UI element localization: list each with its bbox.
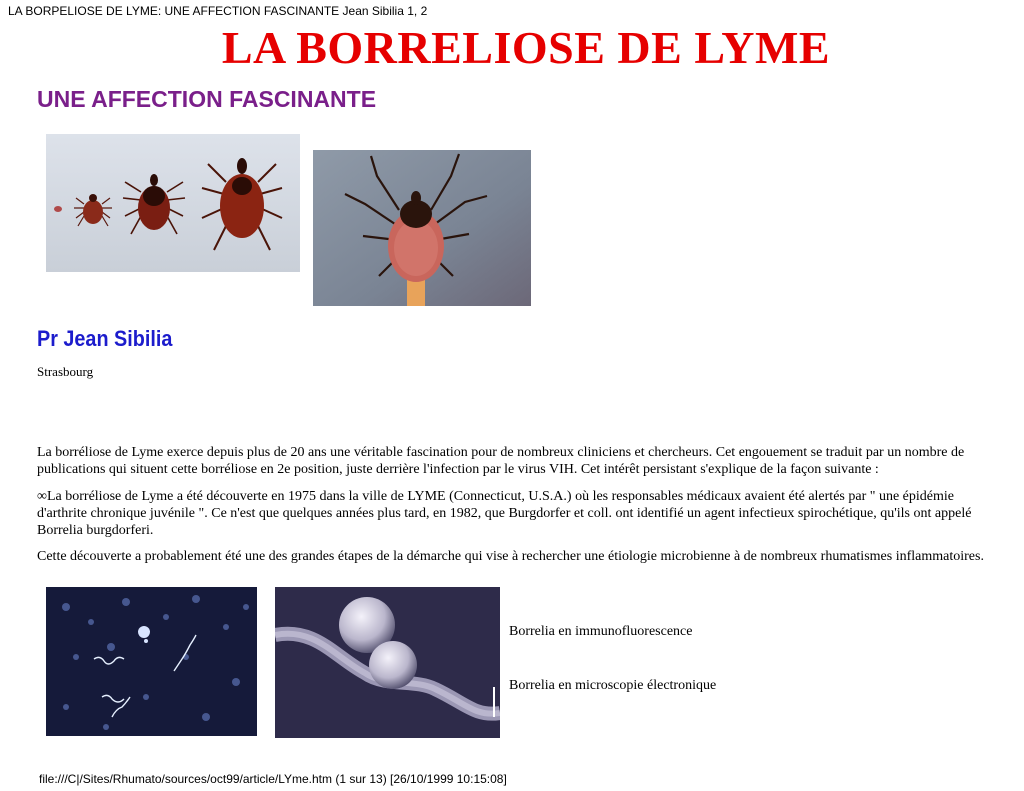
- page-footer: file:///C|/Sites/Rhumato/sources/oct99/article/LYme.htm (1 sur 13) [26/10/1999 10:15:08]: [39, 772, 507, 786]
- caption-immunofluorescence: Borrelia en immunofluorescence: [509, 624, 693, 639]
- tick-on-stick-photo: [313, 150, 531, 306]
- author-city: Strasbourg: [37, 364, 94, 379]
- page-subtitle: UNE AFFECTION FASCINANTE: [37, 86, 377, 112]
- paragraph-significance: Cette découverte a probablement été une des grandes étapes de la démarche qui vise à rechercher une étiologie microbienne à de nombreux rhumatismes inflammatoires.: [37, 549, 984, 564]
- paragraph-discovery: ∞La borréliose de Lyme a été découverte en 1975 dans la ville de LYME (Connecticut, U.S.A.) où les responsables médicaux avaient été alertés par " une épidémie d'arthrite chronique juvénile ". Ce n'est que quelques années plus tard, en 1982, que Burgdorfer et coll. ont identifié un agent infectieux spirochétique, qu'ils ont appelé Borrelia burgdorferi.: [37, 489, 972, 538]
- paragraph-intro: La borréliose de Lyme exerce depuis plus de 20 ans une véritable fascination pour de nombreux cliniciens et chercheurs. Cet engouement se traduit par un nombre de publications qui situent cette borréliose en 2e position, juste derrière l'infection par le virus VIH. Cet intérêt persistant s'explique de la façon suivante :: [37, 445, 965, 477]
- page-header: LA BORPELIOSE DE LYME: UNE AFFECTION FASCINANTE Jean Sibilia 1, 2: [8, 4, 428, 18]
- caption-electron-microscopy: Borrelia en microscopie électronique: [509, 678, 717, 693]
- page-title: LA BORRELIOSE DE LYME: [221, 22, 831, 73]
- immunofluorescence-photo: [46, 587, 257, 736]
- tick-stages-photo: [46, 134, 300, 272]
- electron-microscopy-photo: [275, 587, 500, 738]
- author-name: Pr Jean Sibilia: [37, 326, 173, 351]
